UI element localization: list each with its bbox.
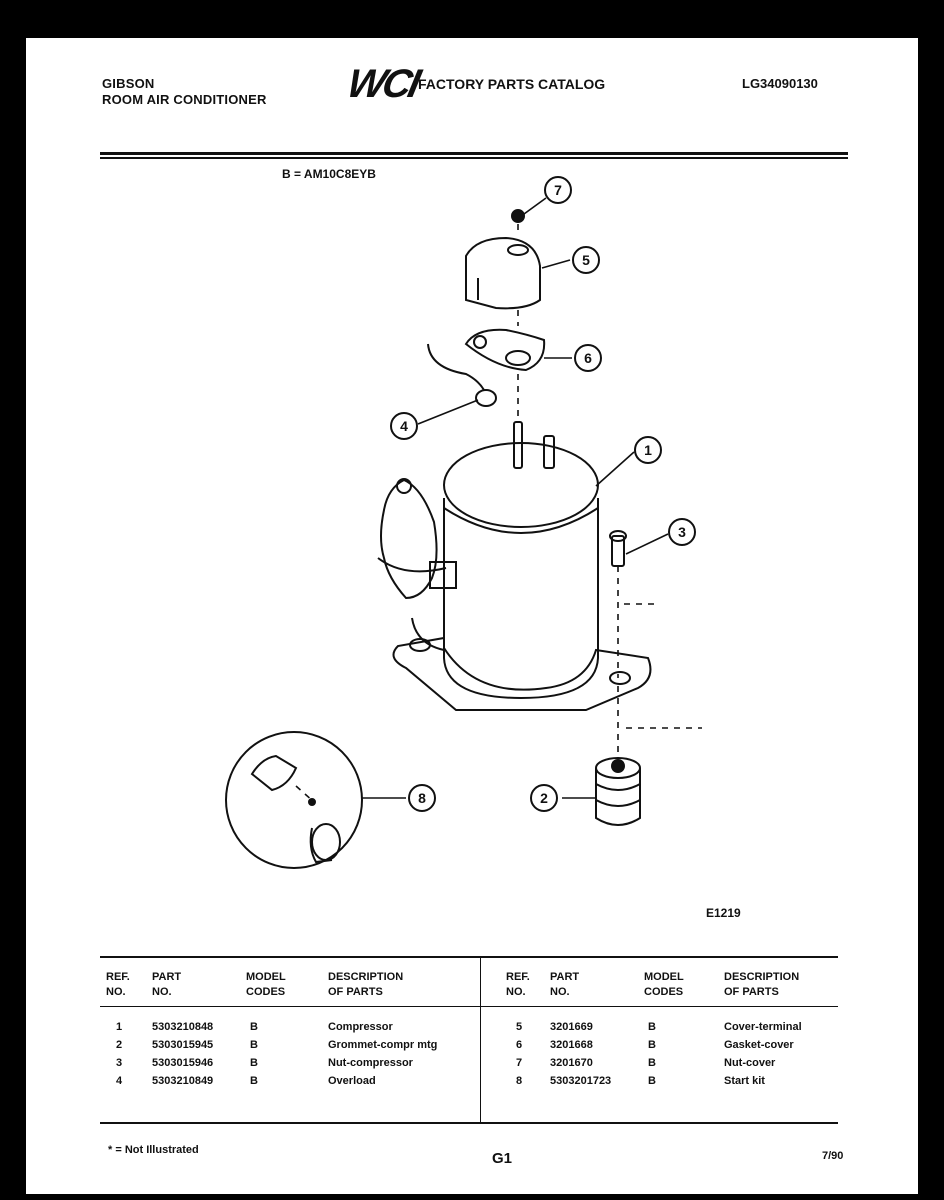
table-cell-code: B xyxy=(648,1039,656,1051)
overload-illustration xyxy=(428,344,496,406)
header-model-left: MODEL CODES xyxy=(246,971,286,998)
table-top-rule xyxy=(100,956,838,958)
table-cell-code: B xyxy=(250,1075,258,1087)
table-cell-part: 5303210848 xyxy=(152,1021,214,1033)
catalog-code: LG34090130 xyxy=(742,76,818,91)
table-cell-desc: Cover-terminal xyxy=(724,1021,802,1033)
table-cell-code: B xyxy=(250,1039,258,1051)
table-cell-ref: 8 xyxy=(516,1075,523,1087)
table-cell-code: B xyxy=(250,1057,258,1069)
callout-4-label: 4 xyxy=(400,418,408,434)
product-name: ROOM AIR CONDITIONER xyxy=(102,92,267,107)
nut-cover-illustration xyxy=(512,210,524,222)
header-desc-right: DESCRIPTION OF PARTS xyxy=(724,971,800,998)
nut-compressor-illustration xyxy=(610,531,626,566)
table-cell-part: 3201670 xyxy=(550,1057,593,1069)
table-cell-ref: 3 xyxy=(116,1057,123,1069)
table-bottom-rule xyxy=(100,1122,838,1124)
callout-8-label: 8 xyxy=(418,790,426,806)
table-cell-ref: 2 xyxy=(116,1039,123,1051)
figure-id: E1219 xyxy=(706,906,741,920)
table-cell-part: 5303210849 xyxy=(152,1075,214,1087)
callout-3-label: 3 xyxy=(678,524,686,540)
wci-logo: WCI xyxy=(343,62,422,106)
table-cell-code: B xyxy=(648,1057,656,1069)
brand-name: GIBSON xyxy=(102,76,155,91)
table-header-rule xyxy=(100,1006,838,1007)
terminal-cover-illustration xyxy=(466,238,540,308)
header-part-right: PART NO. xyxy=(550,971,580,998)
table-cell-ref: 6 xyxy=(516,1039,523,1051)
callout-7-label: 7 xyxy=(554,182,562,198)
header-model-right: MODEL CODES xyxy=(644,971,684,998)
model-code-line: B = AM10C8EYB xyxy=(282,167,376,181)
table-cell-ref: 1 xyxy=(116,1021,123,1033)
grommet-illustration xyxy=(596,758,640,825)
start-kit-inset-illustration xyxy=(226,732,362,868)
table-cell-part: 5303015946 xyxy=(152,1057,214,1069)
table-cell-part: 3201668 xyxy=(550,1039,593,1051)
table-cell-code: B xyxy=(648,1021,656,1033)
table-cell-desc: Overload xyxy=(328,1075,376,1087)
exploded-parts-diagram xyxy=(26,38,918,938)
table-cell-code: B xyxy=(648,1075,656,1087)
header-ref-right: REF. NO. xyxy=(506,971,530,998)
table-cell-desc: Compressor xyxy=(328,1021,393,1033)
table-cell-part: 3201669 xyxy=(550,1021,593,1033)
header-part-left: PART NO. xyxy=(152,971,182,998)
catalog-title: FACTORY PARTS CATALOG xyxy=(418,76,606,92)
table-cell-ref: 4 xyxy=(116,1075,123,1087)
table-cell-part: 5303201723 xyxy=(550,1075,612,1087)
gasket-illustration xyxy=(466,330,544,370)
callout-6-label: 6 xyxy=(584,350,592,366)
table-column-divider xyxy=(480,958,481,1124)
not-illustrated-note: * = Not Illustrated xyxy=(108,1144,199,1156)
table-cell-desc: Nut-cover xyxy=(724,1057,776,1069)
table-cell-ref: 5 xyxy=(516,1021,523,1033)
callout-1-label: 1 xyxy=(644,442,652,458)
header-desc-left: DESCRIPTION OF PARTS xyxy=(328,971,404,998)
page-number: G1 xyxy=(492,1150,513,1167)
table-cell-ref: 7 xyxy=(516,1057,523,1069)
table-cell-desc: Grommet-compr mtg xyxy=(328,1039,438,1051)
table-cell-part: 5303015945 xyxy=(152,1039,214,1051)
table-cell-desc: Start kit xyxy=(724,1075,765,1087)
catalog-date: 7/90 xyxy=(822,1150,844,1162)
table-cell-desc: Nut-compressor xyxy=(328,1057,413,1069)
callout-circles xyxy=(391,177,695,811)
catalog-page xyxy=(26,38,918,1194)
table-cell-code: B xyxy=(250,1021,258,1033)
header-ref-left: REF. NO. xyxy=(106,971,130,998)
table-cell-desc: Gasket-cover xyxy=(724,1039,794,1051)
compressor-illustration xyxy=(378,422,650,710)
callout-2-label: 2 xyxy=(540,790,548,806)
callout-5-label: 5 xyxy=(582,252,590,268)
